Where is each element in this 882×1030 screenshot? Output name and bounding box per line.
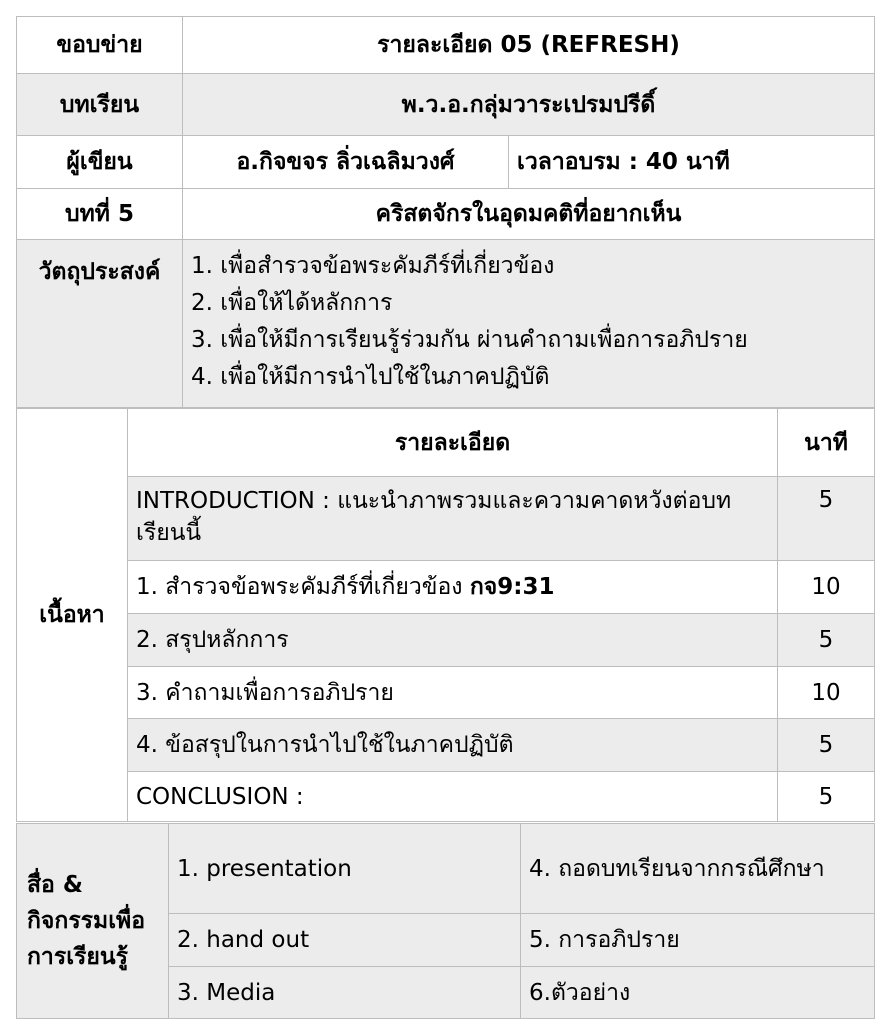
content-table (16, 408, 875, 822)
media-item: 1. presentation (169, 824, 521, 914)
content-row-minutes: 5 (778, 614, 875, 667)
content-section-label: เนื้อหา (17, 409, 128, 822)
duration-text: เวลาอบรม : 40 นาที (509, 136, 875, 189)
content-row-detail: 3. คำถามเพื่อการอภิปราย (128, 667, 778, 719)
media-item: 4. ถอดบทเรียนจากกรณีศึกษา (521, 824, 875, 914)
chapter-value: คริสตจักรในอุดมคติที่อยากเห็น (183, 189, 875, 240)
media-section-label: สื่อ & กิจกรรมเพื่อการเรียนรู้ (17, 824, 169, 1019)
media-item: 5. การอภิปราย (521, 914, 875, 967)
media-item: 2. hand out (169, 914, 521, 967)
author-value: อ.กิจขจร ลิ่วเฉลิมวงศ์ (183, 136, 509, 189)
content-row-minutes: 10 (778, 667, 875, 719)
media-item: 6.ตัวอย่าง (521, 967, 875, 1019)
content-row-detail: INTRODUCTION : แนะนำภาพรวมและความคาดหวังต่อบทเรียนนี้ (128, 477, 778, 561)
objective-item: 2. เพื่อให้ได้หลักการ (191, 290, 393, 316)
content-row-detail: 4. ข้อสรุปในการนำไปใช้ในภาคปฏิบัติ (128, 719, 778, 772)
objective-item: 1. เพื่อสำรวจข้อพระคัมภีร์ที่เกี่ยวข้อง (191, 253, 555, 279)
objective-item: 4. เพื่อให้มีการนำไปใช้ในภาคปฏิบัติ (191, 364, 550, 390)
media-table (16, 823, 875, 1019)
media-item: 3. Media (169, 967, 521, 1019)
content-row-minutes: 10 (778, 561, 875, 614)
content-row-minutes: 5 (778, 477, 875, 561)
content-row-detail: CONCLUSION : (128, 772, 778, 822)
content-row-minutes: 5 (778, 719, 875, 772)
author-label: ผู้เขียน (17, 136, 183, 189)
content-row-minutes: 5 (778, 772, 875, 822)
content-row-detail: 1. สำรวจข้อพระคัมภีร์ที่เกี่ยวข้อง กจ9:31 (128, 561, 778, 614)
lesson-info-table (16, 16, 875, 408)
lesson-label: บทเรียน (17, 74, 183, 136)
objective-item: 3. เพื่อให้มีการเรียนรู้ร่วมกัน ผ่านคำถามเพื่อการอภิปราย (191, 327, 748, 353)
objectives-label: วัตถุประสงค์ (17, 240, 183, 408)
column-header-minutes: นาที (778, 409, 875, 477)
scope-value: รายละเอียด 05 (REFRESH) (183, 17, 875, 74)
lesson-value: พ.ว.อ.กลุ่มวาระเปรมปรีดิ์ (183, 74, 875, 136)
objectives-list (183, 240, 875, 408)
chapter-label: บทที่ 5 (17, 189, 183, 240)
column-header-detail: รายละเอียด (128, 409, 778, 477)
scope-label: ขอบข่าย (17, 17, 183, 74)
content-row-detail: 2. สรุปหลักการ (128, 614, 778, 667)
